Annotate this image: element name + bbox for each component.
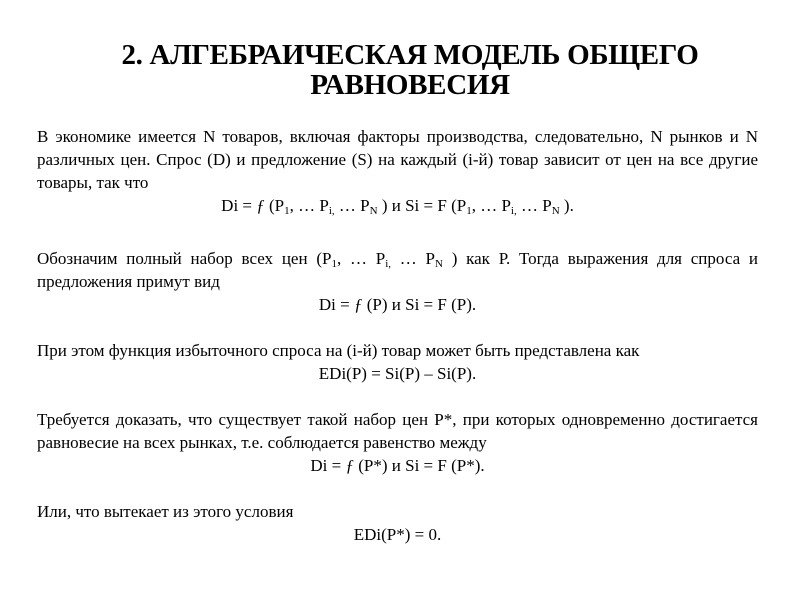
formula-text: … P [334, 196, 370, 215]
paragraph-excess-demand: При этом функция избыточного спроса на (i-й) товар может быть представлена как [37, 341, 640, 360]
function-symbol: ƒ [256, 196, 265, 215]
function-symbol: ƒ [353, 295, 363, 314]
formula-text: (P [264, 196, 285, 215]
subscript: 1 [284, 205, 290, 217]
formula-excess-demand: EDi(P) = Si(P) – Si(P). [318, 364, 477, 383]
para-text: … P [391, 249, 435, 268]
subscript: i, [385, 258, 391, 270]
paragraph-price-set [37, 247, 758, 293]
function-symbol: ƒ [345, 456, 354, 475]
subscript: 1 [466, 205, 472, 217]
spacer [37, 385, 758, 408]
slide-body [37, 125, 758, 546]
para-text: , … P [336, 249, 386, 268]
paragraph-condition: Или, что вытекает из этого условия [37, 502, 294, 521]
spacer [37, 477, 758, 500]
para-text: Обозначим полный набор всех цен (P [37, 249, 332, 268]
para-text: ) как Р. Тогда выражения для спроса и предложения примут вид [37, 249, 758, 291]
subscript: i, [510, 205, 517, 217]
subscript: 1 [331, 258, 337, 270]
formula-text: … P [516, 196, 552, 215]
subscript: N [369, 205, 378, 217]
formula-text: Di = [318, 295, 354, 314]
paragraph-equilibrium-proof: Требуется доказать, что существует такой набор цен Р*, при которых одновременно достигается равновесие на всех рынках, т.е. соблюдается равенство между [37, 410, 758, 452]
formula-text: , … P [289, 196, 329, 215]
subscript: i, [328, 205, 335, 217]
spacer [37, 217, 758, 247]
formula-text: Di = [310, 456, 346, 475]
formula-text: (P*) и Si = F (P*). [353, 456, 485, 475]
formula-demand-supply-functions [37, 194, 758, 217]
formula-text: (P) и Si = F (P). [362, 295, 477, 314]
subscript: N [551, 205, 560, 217]
title-line-1: 2. АЛГЕБРАИЧЕСКАЯ МОДЕЛЬ ОБЩЕГО [121, 39, 699, 71]
formula-text: , … P [471, 196, 511, 215]
subscript: N [434, 258, 443, 270]
formula-text: Di = [221, 196, 257, 215]
spacer [37, 316, 758, 339]
formula-demand-supply-of-p [37, 293, 758, 316]
formula-text: ). [559, 196, 574, 215]
formula-text: ) и Si = F (P [377, 196, 467, 215]
paragraph-goods-markets: В экономике имеется N товаров, включая факторы производства, следовательно, N рынков и N различных цен. Спрос (D) и предложение (S) на каждый (i-й) товар зависит от цен на все другие товары, так что [37, 127, 758, 192]
slide-title [60, 40, 760, 100]
formula-zero-excess-demand: EDi(P*) = 0. [353, 525, 442, 544]
formula-equilibrium-prices [37, 454, 758, 477]
title-line-2: РАВНОВЕСИЯ [310, 69, 510, 101]
